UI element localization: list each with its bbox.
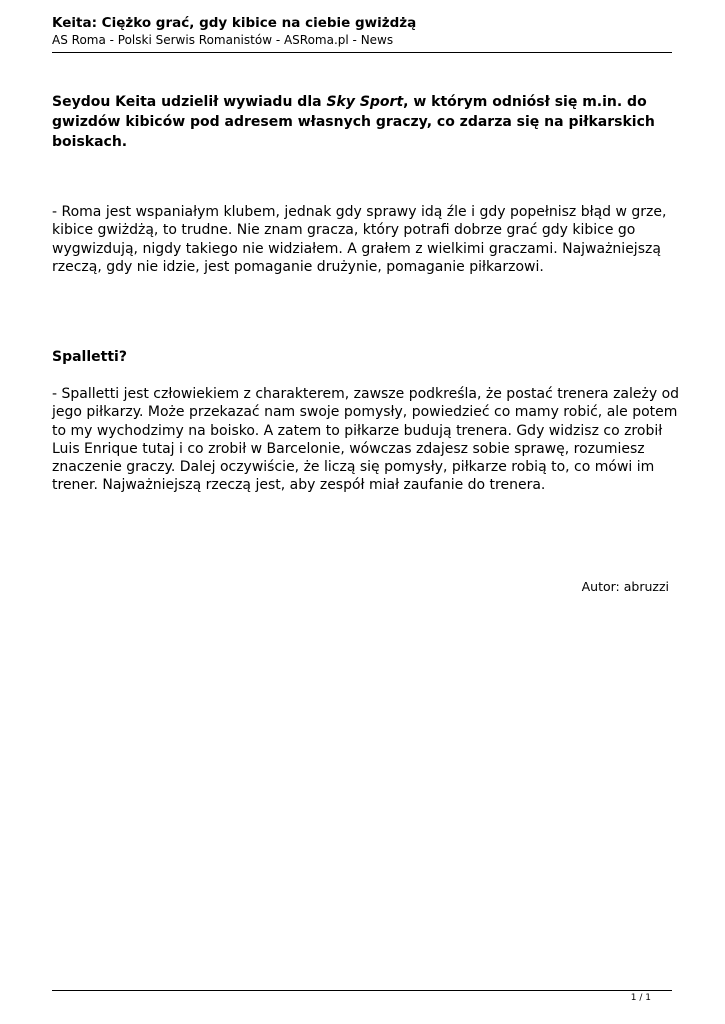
article-paragraph: - Spalletti jest człowiekiem z charakterem, zawsze podkreśla, że postać trenera zależy od jego piłkarzy. Może przekazać nam swoje pomysły, powiedzieć co mamy robić, ale potem to my wychodzimy na boisko. A zatem to piłkarze budują trenera. Gdy widzisz co zrobił Luis Enrique tutaj i co zrobił w Barcelonie, wówczas zdajesz sobie sprawę, rozumiesz znaczenie graczy. Dalej oczywiście, że liczą się pomysły, piłkarze robią to, co mówi im trener. Najważniejszą rzeczą jest, aby zespół miał zaufanie do trenera. [52,386,680,494]
page-number: 1 / 1 [630,993,651,1003]
page-header [52,14,672,49]
section-heading: Spalletti? [52,349,127,365]
site-name: AS Roma - Polski Serwis Romanistów - ASRoma.pl - News [52,33,394,47]
lead-text-end: , w którym odniósł się m.in. do gwizdów kibiców pod adresem własnych graczy, co zdarza się na piłkarskich boiskach. [52,94,655,150]
header-divider [52,52,672,53]
article-paragraph: - Roma jest wspaniałym klubem, jednak gdy sprawy idą źle i gdy popełnisz błąd w grze, kibice gwiżdżą, to trudne. Nie znam gracza, który potrafi dobrze grać gdy kibice go wygwizdują, nigdy takiego nie widziałem. A grałem z wielkimi graczami. Najważniejszą rzeczą, gdy nie idzie, jest pomaganie drużynie, pomaganie piłkarzowi. [52,204,667,275]
lead-emphasis: Sky Sport [326,94,404,110]
footer-divider [52,990,672,991]
lead-text-start: Seydou Keita udzielił wywiadu dla [52,94,327,110]
article-lead [52,92,680,152]
article-author: Autor: abruzzi [581,579,669,594]
document-title: Keita: Ciężko grać, gdy kibice na ciebie gwiżdżą [52,15,417,31]
